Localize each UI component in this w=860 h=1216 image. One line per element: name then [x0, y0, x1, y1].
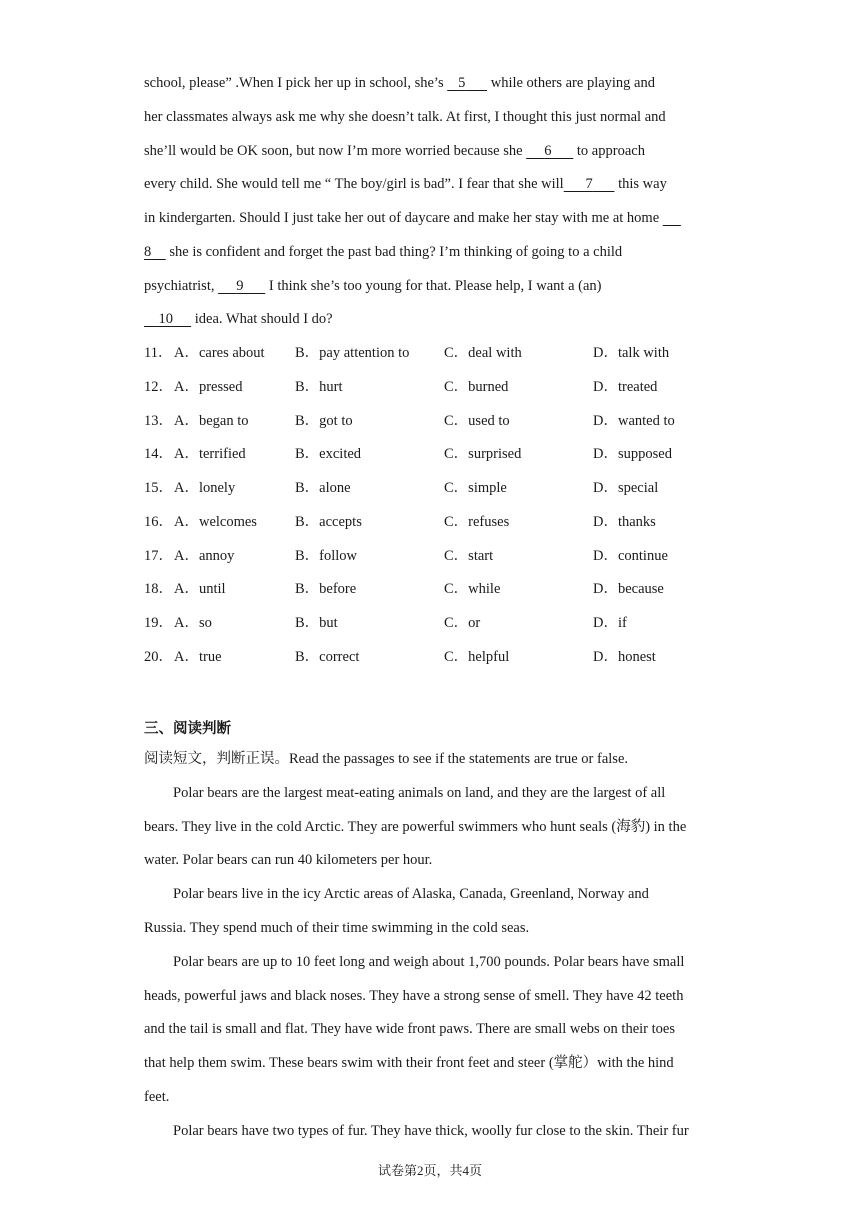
option-d: D．special: [593, 480, 659, 496]
option-a: A．until: [174, 581, 226, 597]
option-d: D．treated: [593, 379, 658, 395]
question-row: 19． A．so B．but C．or D．if: [144, 615, 627, 631]
option-c: C．simple: [444, 480, 507, 496]
question-row: 13． A．began to B．got to C．used to D．wanted to: [144, 413, 675, 429]
option-c: C．deal with: [444, 345, 522, 361]
option-c: C．or: [444, 615, 481, 631]
question-row: 11． A．cares about B．pay attention to C．deal with D．talk with: [144, 345, 670, 361]
blank-5: 5: [458, 75, 466, 91]
option-c: C．surprised: [444, 446, 522, 462]
option-a: A．annoy: [174, 548, 235, 564]
option-a: A．so: [174, 615, 212, 631]
section-instruction: 阅读短文，判断正误。Read the passages to see if the statements are true or false.: [144, 751, 629, 767]
blank-7: 7: [585, 176, 593, 192]
question-row: 12． A．pressed B．hurt C．burned D．treated: [144, 379, 658, 395]
blank-8: 8: [144, 244, 152, 260]
option-a: A．cares about: [174, 345, 265, 361]
question-row: 16． A．welcomes B．accepts C．refuses D．thanks: [144, 514, 656, 530]
blank-10: 10: [158, 311, 173, 327]
passage-line: in kindergarten. Should I just take her out of daycare and make her stay with me at home: [144, 208, 681, 228]
option-b: B．but: [295, 615, 338, 631]
question-row: 18． A．until B．before C．while D．because: [144, 581, 664, 597]
reading-line: feet.: [144, 1089, 170, 1105]
passage-line: 10 idea. What should I do?: [144, 309, 333, 329]
reading-line: Polar bears live in the icy Arctic areas of Alaska, Canada, Greenland, Norway and: [173, 886, 649, 902]
option-b: B．hurt: [295, 379, 343, 395]
option-d: D．supposed: [593, 446, 672, 462]
option-c: C．refuses: [444, 514, 510, 530]
question-row: 17． A．annoy B．follow C．start D．continue: [144, 548, 668, 564]
question-row: 15． A．lonely B．alone C．simple D．special: [144, 480, 659, 496]
reading-line: and the tail is small and flat. They have wide front paws. There are small webs on their toes: [144, 1021, 675, 1037]
blank-9: 9: [236, 278, 244, 294]
option-d: D．thanks: [593, 514, 656, 530]
option-b: B．pay attention to: [295, 345, 410, 361]
option-b: B．accepts: [295, 514, 362, 530]
option-d: D．talk with: [593, 345, 670, 361]
option-a: A．true: [174, 649, 222, 665]
option-c: C．start: [444, 548, 494, 564]
passage-line: school, please” .When I pick her up in school, she’s 5 while others are playing and: [144, 75, 655, 91]
option-c: C．helpful: [444, 649, 510, 665]
option-b: B．follow: [295, 548, 358, 564]
passage-line: her classmates always ask me why she doesn’t talk. At first, I thought this just normal and: [144, 109, 666, 125]
passage-line: psychiatrist, 9 I think she’s too young for that. Please help, I want a (an): [144, 278, 602, 294]
reading-line: Polar bears are the largest meat-eating animals on land, and they are the largest of all: [173, 785, 666, 801]
option-b: B．before: [295, 581, 357, 597]
option-c: C．burned: [444, 379, 509, 395]
option-b: B．got to: [295, 413, 353, 429]
reading-line: Russia. They spend much of their time swimming in the cold seas.: [144, 920, 530, 936]
reading-line: heads, powerful jaws and black noses. They have a strong sense of smell. They have 42 teeth: [144, 988, 684, 1004]
option-d: D．if: [593, 615, 627, 631]
passage-line: 8 she is confident and forget the past bad thing? I’m thinking of going to a child: [144, 244, 623, 260]
passage-line: she’ll would be OK soon, but now I’m more worried because she 6 to approach: [144, 143, 645, 159]
option-d: D．continue: [593, 548, 668, 564]
option-d: D．wanted to: [593, 413, 675, 429]
reading-line: bears. They live in the cold Arctic. They are powerful swimmers who hunt seals (海豹) in the: [144, 819, 687, 835]
question-row: 20． A．true B．correct C．helpful D．honest: [144, 649, 656, 665]
page-footer: 试卷第2页，共4页: [377, 1163, 482, 1178]
option-a: A．lonely: [174, 480, 236, 496]
reading-line: that help them swim. These bears swim with their front feet and steer (掌舵）with the hind: [144, 1055, 674, 1071]
option-c: C．while: [444, 581, 501, 597]
reading-line: Polar bears have two types of fur. They have thick, woolly fur close to the skin. Their fur: [173, 1123, 689, 1139]
option-d: D．honest: [593, 649, 656, 665]
option-d: D．because: [593, 581, 664, 597]
option-b: B．correct: [295, 649, 360, 665]
option-b: B．excited: [295, 446, 362, 462]
blank-8-start: [663, 208, 681, 228]
question-row: 14． A．terrified B．excited C．surprised D．supposed: [144, 446, 672, 462]
reading-line: Polar bears are up to 10 feet long and weigh about 1,700 pounds. Polar bears have small: [173, 954, 685, 970]
blank-6: 6: [544, 143, 552, 159]
passage-line: every child. She would tell me “ The boy/girl is bad”. I fear that she will 7 this way: [144, 176, 667, 192]
option-a: A．welcomes: [174, 514, 257, 530]
section-title: 三、阅读判断: [144, 721, 231, 737]
option-a: A．pressed: [174, 379, 243, 395]
option-b: B．alone: [295, 480, 351, 496]
option-c: C．used to: [444, 413, 510, 429]
option-a: A．terrified: [174, 446, 246, 462]
reading-line: water. Polar bears can run 40 kilometers per hour.: [144, 852, 433, 868]
option-a: A．began to: [174, 413, 249, 429]
